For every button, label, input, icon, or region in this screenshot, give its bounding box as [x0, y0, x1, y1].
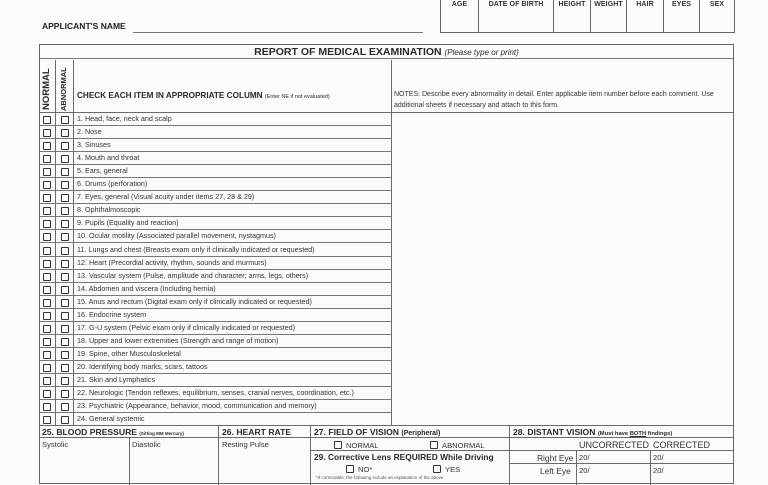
fov-normal-option[interactable]: NORMAL [334, 440, 379, 450]
normal-column-header: NORMAL [41, 68, 52, 110]
checklist-row [40, 257, 391, 270]
abnormal-checkbox[interactable] [61, 416, 69, 424]
normal-checkbox[interactable] [43, 260, 51, 268]
abnormal-checkbox[interactable] [61, 273, 69, 281]
left-eye-uncorrected-input[interactable]: 20/ [579, 466, 590, 475]
checklist-item-label: 16. Endocrine system [77, 309, 147, 319]
normal-checkbox[interactable] [43, 116, 51, 124]
right-eye-uncorrected-input[interactable]: 20/ [579, 453, 590, 462]
normal-checkbox[interactable] [43, 338, 51, 346]
checklist-row [40, 387, 391, 400]
check-each-item-header: CHECK EACH ITEM IN APPROPRIATE COLUMN (Enter NE if not evaluated) [77, 91, 330, 100]
abnormal-checkbox[interactable] [61, 364, 69, 372]
checklist-row [40, 165, 391, 178]
eyes-field[interactable]: EYES [663, 0, 699, 33]
checklist-row [40, 113, 391, 126]
checklist-item-label: 22. Neurologic (Tendon reflexes, equilibrium, senses, cranial nerves, coordination, etc.) [77, 388, 354, 398]
normal-checkbox[interactable] [43, 181, 51, 189]
checklist-item-label: 4. Mouth and throat [77, 153, 140, 163]
abnormal-checkbox[interactable] [61, 338, 69, 346]
age-field[interactable]: AGE [440, 0, 478, 33]
fov-normal-checkbox[interactable] [334, 441, 342, 449]
medical-exam-form [39, 44, 734, 484]
checklist-row [40, 244, 391, 257]
fov-abnormal-option[interactable]: ABNORMAL [430, 440, 485, 450]
systolic-label: Systolic [42, 440, 69, 449]
normal-checkbox[interactable] [43, 168, 51, 176]
checklist-item-label: 14. Abdomen and viscera (Including hernia) [77, 283, 216, 293]
normal-checkbox[interactable] [43, 142, 51, 150]
notes-instructions: NOTES: Describe every abnormality in detail. Enter applicable item number before each comment. Use additional sheets if necessary and attach to this form. [394, 91, 714, 109]
checklist-item-label: 17. G-U system (Pelvic exam only if clinically indicated or requested) [77, 322, 296, 332]
left-eye-corrected-input[interactable]: 20/ [653, 466, 664, 475]
abnormal-checkbox[interactable] [61, 207, 69, 215]
uncorrected-header: UNCORRECTED [579, 440, 650, 450]
normal-checkbox[interactable] [43, 286, 51, 294]
checklist-item-label: 11. Lungs and chest (Breasts exam only if clinically indicated or requested) [77, 244, 315, 254]
checklist-item-label: 19. Spine, other Musculoskeletal [77, 348, 181, 358]
hair-field[interactable]: HAIR [626, 0, 663, 33]
checklist-item-label: 2. Nose [77, 127, 102, 137]
applicant-name-label: APPLICANT'S NAME [42, 21, 126, 31]
height-field[interactable]: HEIGHT [553, 0, 590, 33]
abnormal-checkbox[interactable] [61, 247, 69, 255]
checklist-row [40, 191, 391, 204]
abnormal-checkbox[interactable] [61, 194, 69, 202]
lens-no-checkbox[interactable] [346, 465, 354, 473]
normal-checkbox[interactable] [43, 273, 51, 281]
heart-rate-title: 26. HEART RATE [222, 427, 292, 437]
checklist-row [40, 126, 391, 139]
right-eye-label: Right Eye [537, 453, 574, 463]
left-eye-label: Left Eye [540, 466, 571, 476]
checklist-item-label: 23. Psychiatric (Appearance, behavior, mood, communication and memory) [77, 401, 317, 411]
sex-field[interactable]: SEX [699, 0, 735, 33]
checklist-row [40, 296, 391, 309]
abnormal-checkbox[interactable] [61, 390, 69, 398]
applicant-name-input[interactable] [133, 32, 423, 33]
normal-checkbox[interactable] [43, 416, 51, 424]
checklist-row [40, 335, 391, 348]
corrective-lens-title: 29. Corrective Lens REQUIRED While Driving [314, 452, 494, 462]
resting-pulse-input[interactable] [219, 450, 309, 484]
normal-checkbox[interactable] [43, 325, 51, 333]
checklist-row [40, 230, 391, 243]
normal-checkbox[interactable] [43, 312, 51, 320]
abnormal-checkbox[interactable] [61, 403, 69, 411]
field-of-vision-title: 27. FIELD OF VISION (Peripheral) [314, 427, 441, 437]
diastolic-input[interactable] [130, 450, 217, 484]
checklist-row [40, 361, 391, 374]
normal-checkbox[interactable] [43, 155, 51, 163]
abnormal-checkbox[interactable] [61, 129, 69, 137]
normal-checkbox[interactable] [43, 403, 51, 411]
report-title: REPORT OF MEDICAL EXAMINATION (Please type or print) [40, 45, 733, 59]
notes-area[interactable] [392, 113, 733, 425]
abnormal-checkbox[interactable] [61, 233, 69, 241]
normal-checkbox[interactable] [43, 220, 51, 228]
normal-checkbox[interactable] [43, 364, 51, 372]
checklist-item-label: 24. General systemic [77, 414, 145, 424]
abnormal-checkbox[interactable] [61, 286, 69, 294]
checklist-row [40, 400, 391, 413]
checklist-row [40, 374, 391, 387]
checklist-item-label: 21. Skin and Lymphatics [77, 375, 156, 384]
normal-checkbox[interactable] [43, 207, 51, 215]
lens-yes-option[interactable]: YES [433, 464, 460, 474]
normal-checkbox[interactable] [43, 247, 51, 255]
corrective-lens-footnote: *If correctable, the following include an explanation of the above [316, 475, 444, 480]
lens-no-option[interactable]: NO* [346, 464, 372, 474]
checklist-item-label: 13. Vascular system (Pulse, amplitude and character; arms, legs, others) [77, 270, 309, 280]
checklist-item-label: 9. Pupils (Equality and reaction) [77, 218, 179, 228]
date-of-birth-field[interactable]: DATE OF BIRTH [478, 0, 553, 33]
checklist-item-label: 20. Identifying body marks, scars, tattoos [77, 361, 208, 371]
checklist-item-label: 3. Sinuses [77, 140, 111, 150]
checklist-row [40, 283, 391, 296]
checklist-item-label: 18. Upper and lower extremities (Strength and range of motion) [77, 335, 279, 345]
corrected-header: CORRECTED [653, 440, 711, 450]
checklist-item-label: 5. Ears, general [77, 166, 128, 176]
report-subtitle: (Please type or print) [444, 48, 519, 57]
normal-checkbox[interactable] [43, 194, 51, 202]
checklist-item-label: 15. Anus and rectum (Digital exam only if clinically indicated or requested) [77, 296, 312, 306]
abnormal-checkbox[interactable] [61, 220, 69, 228]
resting-pulse-label: Resting Pulse [222, 440, 269, 449]
checklist-row [40, 270, 391, 283]
normal-checkbox[interactable] [43, 351, 51, 359]
abnormal-checkbox[interactable] [61, 155, 69, 163]
abnormal-checkbox[interactable] [61, 142, 69, 150]
checklist-item-label: 12. Heart (Precordial activity, rhythm, sounds and murmurs) [77, 257, 267, 267]
diastolic-label: Diastolic [132, 440, 161, 449]
checklist-row [40, 152, 391, 165]
checklist-item-label: 1. Head, face, neck and scalp [77, 114, 172, 123]
lens-yes-checkbox[interactable] [433, 465, 441, 473]
abnormal-checkbox[interactable] [61, 260, 69, 268]
fov-abnormal-checkbox[interactable] [430, 441, 438, 449]
normal-checkbox[interactable] [43, 129, 51, 137]
abnormal-checkbox[interactable] [61, 181, 69, 189]
abnormal-checkbox[interactable] [61, 325, 69, 333]
normal-checkbox[interactable] [43, 299, 51, 307]
weight-field[interactable]: WEIGHT [590, 0, 626, 33]
checklist-item-label: 10. Ocular motility (Associated parallel movement, nystagmus) [77, 231, 276, 241]
checklist-row [40, 309, 391, 322]
blood-pressure-title: 25. BLOOD PRESSURE (Sitting MM Mercury) [42, 427, 184, 437]
distant-vision-title: 28. DISTANT VISION (Must have BOTH findings) [513, 427, 673, 437]
checklist-item-label: 8. Ophthalmoscopic [77, 205, 141, 215]
checklist-item-label: 7. Eyes, general (Visual acuity under items 27, 28 & 29) [77, 192, 255, 202]
checklist-row [40, 204, 391, 217]
abnormal-checkbox[interactable] [61, 351, 69, 359]
abnormal-checkbox[interactable] [61, 299, 69, 307]
checklist-row [40, 322, 391, 335]
right-eye-corrected-input[interactable]: 20/ [653, 453, 664, 462]
normal-checkbox[interactable] [43, 233, 51, 241]
abnormal-column-header: ABNORMAL [59, 67, 68, 111]
abnormal-checkbox[interactable] [61, 168, 69, 176]
abnormal-checkbox[interactable] [61, 312, 69, 320]
systolic-input[interactable] [41, 450, 128, 484]
checklist-item-label: 6. Drums (perforation) [77, 179, 148, 189]
normal-checkbox[interactable] [43, 390, 51, 398]
checklist-row [40, 348, 391, 361]
checklist-row [40, 217, 391, 230]
checklist-row [40, 139, 391, 152]
abnormal-checkbox[interactable] [61, 116, 69, 124]
checklist-row [40, 178, 391, 191]
abnormal-checkbox[interactable] [61, 377, 69, 385]
normal-checkbox[interactable] [43, 377, 51, 385]
